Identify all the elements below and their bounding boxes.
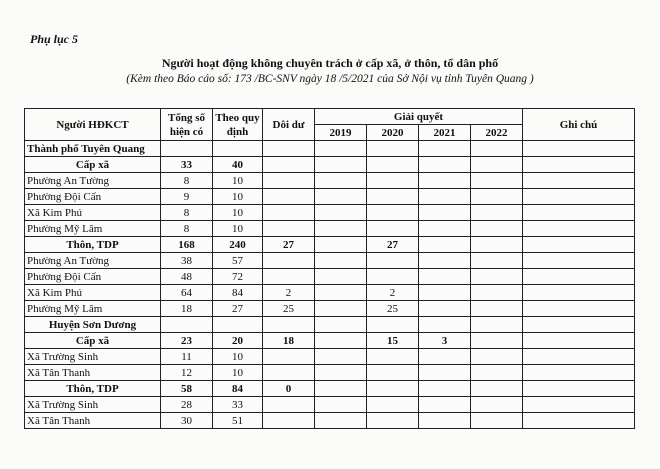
cell-regulated <box>213 141 263 157</box>
cell-2019 <box>315 205 367 221</box>
table-row <box>25 413 635 429</box>
cell-2021 <box>419 397 471 413</box>
cell-current: 48 <box>161 269 213 285</box>
cell-note <box>523 253 635 269</box>
cell-surplus <box>263 349 315 365</box>
cell-surplus <box>263 253 315 269</box>
cell-surplus <box>263 269 315 285</box>
table-row <box>25 253 635 269</box>
cell-regulated: 72 <box>213 269 263 285</box>
cell-regulated: 57 <box>213 253 263 269</box>
table-row <box>25 173 635 189</box>
cell-2020 <box>367 381 419 397</box>
cell-2019 <box>315 349 367 365</box>
cell-2020 <box>367 365 419 381</box>
cell-regulated: 84 <box>213 285 263 301</box>
cell-note <box>523 205 635 221</box>
cell-current: 38 <box>161 253 213 269</box>
table-row <box>25 221 635 237</box>
cell-2020 <box>367 141 419 157</box>
cell-current: 12 <box>161 365 213 381</box>
cell-regulated: 84 <box>213 381 263 397</box>
cell-2021 <box>419 413 471 429</box>
cell-2021 <box>419 173 471 189</box>
cell-2019 <box>315 397 367 413</box>
cell-regulated: 10 <box>213 365 263 381</box>
cell-regulated: 10 <box>213 205 263 221</box>
cell-regulated: 27 <box>213 301 263 317</box>
cell-2022 <box>471 221 523 237</box>
cell-2019 <box>315 365 367 381</box>
cell-current: 11 <box>161 349 213 365</box>
cell-note <box>523 141 635 157</box>
cell-regulated <box>213 317 263 333</box>
cell-2019 <box>315 317 367 333</box>
cell-surplus <box>263 317 315 333</box>
cell-current: 168 <box>161 237 213 253</box>
cell-name: Phường Mỹ Lâm <box>25 221 161 237</box>
table-row <box>25 381 635 397</box>
table-row <box>25 205 635 221</box>
cell-regulated: 33 <box>213 397 263 413</box>
cell-regulated: 10 <box>213 349 263 365</box>
cell-2019 <box>315 413 367 429</box>
cell-2021 <box>419 189 471 205</box>
cell-surplus: 25 <box>263 301 315 317</box>
cell-2022 <box>471 333 523 349</box>
cell-2021: 3 <box>419 333 471 349</box>
cell-2021 <box>419 253 471 269</box>
cell-2022 <box>471 285 523 301</box>
cell-surplus: 2 <box>263 285 315 301</box>
cell-2020: 27 <box>367 237 419 253</box>
cell-surplus <box>263 205 315 221</box>
header-year-2020: 2020 <box>367 125 419 141</box>
cell-surplus <box>263 365 315 381</box>
cell-note <box>523 189 635 205</box>
table-row <box>25 285 635 301</box>
cell-2021 <box>419 221 471 237</box>
cell-name: Phường Mỹ Lâm <box>25 301 161 317</box>
cell-current: 8 <box>161 205 213 221</box>
table-row <box>25 397 635 413</box>
cell-name: Cấp xã <box>25 333 161 349</box>
header-year-2019: 2019 <box>315 125 367 141</box>
cell-surplus <box>263 141 315 157</box>
cell-2021 <box>419 237 471 253</box>
table-row <box>25 157 635 173</box>
cell-name: Cấp xã <box>25 157 161 173</box>
cell-name: Thành phố Tuyên Quang <box>25 141 161 157</box>
cell-current: 64 <box>161 285 213 301</box>
table-row <box>25 141 635 157</box>
cell-note <box>523 269 635 285</box>
cell-2020 <box>367 397 419 413</box>
cell-note <box>523 365 635 381</box>
cell-2022 <box>471 413 523 429</box>
cell-2020 <box>367 413 419 429</box>
table-row <box>25 365 635 381</box>
cell-2020: 2 <box>367 285 419 301</box>
cell-current: 58 <box>161 381 213 397</box>
cell-name: Xã Trường Sinh <box>25 397 161 413</box>
cell-2019 <box>315 333 367 349</box>
cell-2021 <box>419 269 471 285</box>
cell-regulated: 40 <box>213 157 263 173</box>
cell-2021 <box>419 365 471 381</box>
cell-name: Phường Đội Cấn <box>25 189 161 205</box>
cell-2020 <box>367 205 419 221</box>
cell-current: 30 <box>161 413 213 429</box>
header-regulated: Theo quy định <box>213 109 263 141</box>
header-name: Người HĐKCT <box>25 109 161 141</box>
cell-2022 <box>471 253 523 269</box>
cell-2022 <box>471 189 523 205</box>
cell-surplus <box>263 173 315 189</box>
cell-current: 9 <box>161 189 213 205</box>
cell-note <box>523 157 635 173</box>
cell-2022 <box>471 381 523 397</box>
cell-name: Xã Kim Phú <box>25 205 161 221</box>
cell-2020: 15 <box>367 333 419 349</box>
header-year-2021: 2021 <box>419 125 471 141</box>
cell-current: 28 <box>161 397 213 413</box>
cell-2019 <box>315 253 367 269</box>
cell-note <box>523 333 635 349</box>
cell-2022 <box>471 301 523 317</box>
cell-2019 <box>315 189 367 205</box>
cell-2021 <box>419 381 471 397</box>
cell-regulated: 10 <box>213 173 263 189</box>
cell-note <box>523 301 635 317</box>
table-body <box>25 141 635 429</box>
cell-current <box>161 317 213 333</box>
cell-note <box>523 285 635 301</box>
cell-name: Xã Tân Thanh <box>25 413 161 429</box>
cell-2020 <box>367 349 419 365</box>
cell-2020 <box>367 189 419 205</box>
cell-note <box>523 349 635 365</box>
cell-current: 18 <box>161 301 213 317</box>
table-row <box>25 317 635 333</box>
cell-2019 <box>315 301 367 317</box>
cell-name: Xã Trường Sinh <box>25 349 161 365</box>
cell-2021 <box>419 205 471 221</box>
table-row <box>25 301 635 317</box>
cell-2019 <box>315 269 367 285</box>
cell-current: 8 <box>161 173 213 189</box>
cell-surplus <box>263 157 315 173</box>
cell-name: Phường An Tường <box>25 173 161 189</box>
cell-2019 <box>315 381 367 397</box>
cell-regulated: 10 <box>213 221 263 237</box>
table-row <box>25 349 635 365</box>
cell-2022 <box>471 237 523 253</box>
cell-2019 <box>315 141 367 157</box>
cell-regulated: 51 <box>213 413 263 429</box>
cell-name: Xã Kim Phú <box>25 285 161 301</box>
cell-2020 <box>367 253 419 269</box>
cell-surplus <box>263 189 315 205</box>
cell-name: Xã Tân Thanh <box>25 365 161 381</box>
cell-2021 <box>419 157 471 173</box>
cell-2020 <box>367 221 419 237</box>
cell-note <box>523 397 635 413</box>
table-row <box>25 333 635 349</box>
cell-regulated: 10 <box>213 189 263 205</box>
document-subtitle: (Kèm theo Báo cáo số: 173 /BC-SNV ngày 18 /5/2021 của Sở Nội vụ tỉnh Tuyên Quang ) <box>126 73 534 85</box>
cell-name: Huyện Sơn Dương <box>25 317 161 333</box>
cell-2021 <box>419 317 471 333</box>
annex-label: Phụ lục 5 <box>30 32 79 46</box>
cell-name: Thôn, TDP <box>25 381 161 397</box>
cell-2019 <box>315 157 367 173</box>
cell-2022 <box>471 397 523 413</box>
header-current: Tổng số hiện có <box>161 109 213 141</box>
cell-surplus <box>263 221 315 237</box>
cell-2019 <box>315 237 367 253</box>
header-surplus: Dôi dư <box>263 109 315 141</box>
cell-2022 <box>471 141 523 157</box>
header-note: Ghi chú <box>523 109 635 141</box>
cell-regulated: 240 <box>213 237 263 253</box>
table-row <box>25 237 635 253</box>
cell-note <box>523 237 635 253</box>
cell-surplus <box>263 413 315 429</box>
cell-2021 <box>419 301 471 317</box>
cell-2019 <box>315 285 367 301</box>
cell-2022 <box>471 205 523 221</box>
cell-current <box>161 141 213 157</box>
cell-current: 33 <box>161 157 213 173</box>
cell-2022 <box>471 349 523 365</box>
cell-2020 <box>367 269 419 285</box>
cell-current: 23 <box>161 333 213 349</box>
cell-note <box>523 381 635 397</box>
cell-2020: 25 <box>367 301 419 317</box>
cell-2020 <box>367 157 419 173</box>
cell-2021 <box>419 349 471 365</box>
cell-surplus: 27 <box>263 237 315 253</box>
cell-2019 <box>315 221 367 237</box>
cell-note <box>523 221 635 237</box>
table-row <box>25 189 635 205</box>
cell-2022 <box>471 269 523 285</box>
cell-surplus: 18 <box>263 333 315 349</box>
cell-name: Phường An Tường <box>25 253 161 269</box>
cell-2021 <box>419 285 471 301</box>
cell-2020 <box>367 317 419 333</box>
cell-2021 <box>419 141 471 157</box>
cell-name: Phường Đội Cấn <box>25 269 161 285</box>
staff-table <box>24 108 635 429</box>
document-title: Người hoạt động không chuyên trách ở cấp xã, ở thôn, tổ dân phố <box>161 56 499 70</box>
cell-2022 <box>471 365 523 381</box>
header-resolve: Giải quyết <box>315 109 523 125</box>
cell-surplus <box>263 397 315 413</box>
cell-2020 <box>367 173 419 189</box>
cell-2022 <box>471 157 523 173</box>
cell-2022 <box>471 317 523 333</box>
cell-name: Thôn, TDP <box>25 237 161 253</box>
header-year-2022: 2022 <box>471 125 523 141</box>
table-row <box>25 269 635 285</box>
cell-note <box>523 317 635 333</box>
cell-2019 <box>315 173 367 189</box>
cell-surplus: 0 <box>263 381 315 397</box>
cell-current: 8 <box>161 221 213 237</box>
cell-regulated: 20 <box>213 333 263 349</box>
cell-note <box>523 413 635 429</box>
cell-note <box>523 173 635 189</box>
cell-2022 <box>471 173 523 189</box>
